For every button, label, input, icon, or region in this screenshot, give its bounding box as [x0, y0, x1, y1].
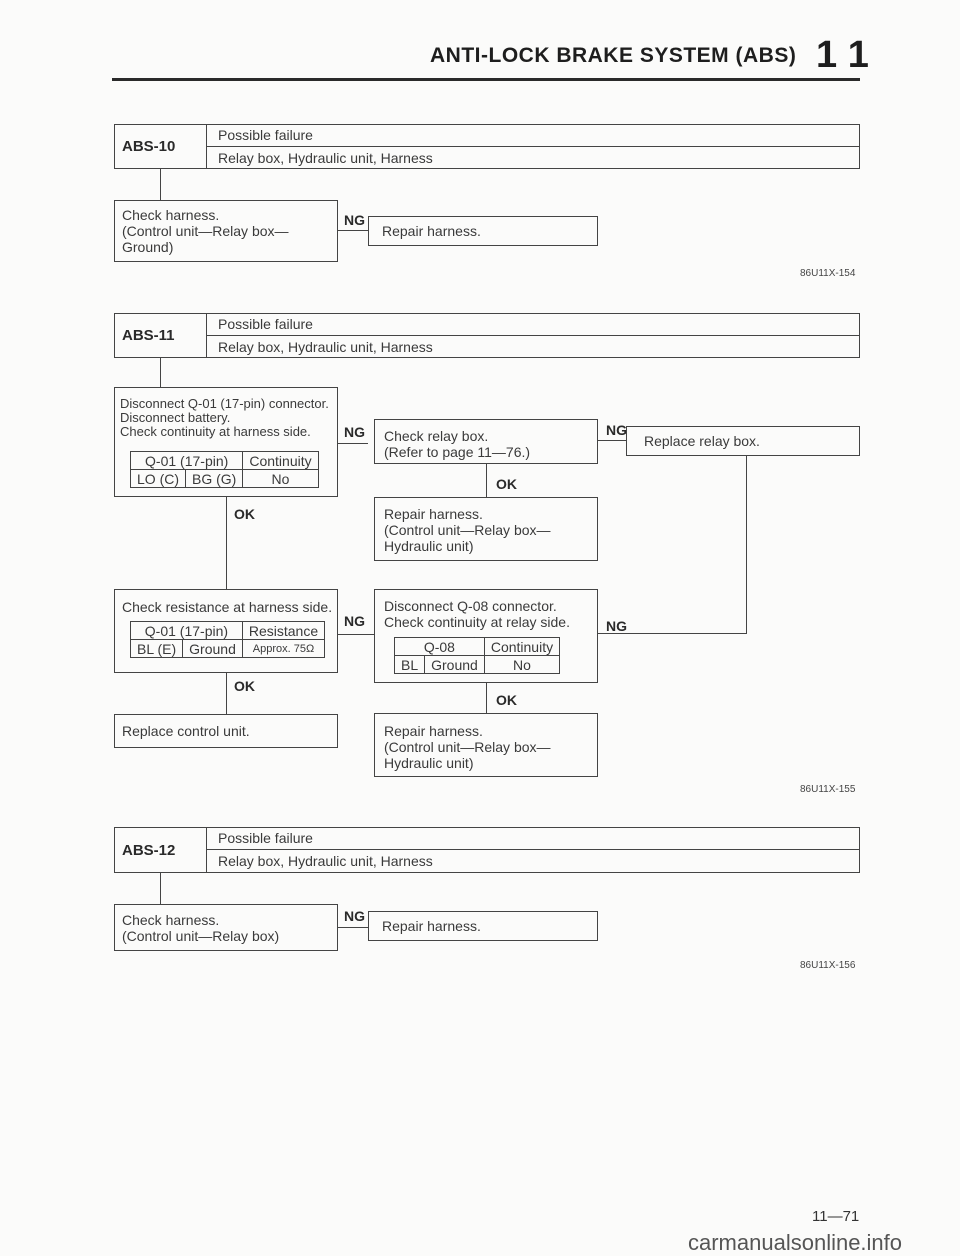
- watermark: carmanualsonline.info: [688, 1230, 903, 1255]
- abs12-code: ABS-12: [122, 842, 176, 859]
- abs11-step1-cell-lo: LO (C): [131, 470, 186, 488]
- abs11-step2-table: [130, 621, 325, 658]
- abs11-ok-relay-flag: OK: [496, 476, 517, 492]
- abs11-q08-th-connector: Q-08: [395, 638, 485, 656]
- abs10-possible-failure-label: Possible failure: [218, 127, 313, 143]
- abs11-step2-th-connector: Q-01 (17-pin): [131, 622, 243, 640]
- abs11-step1-text: Disconnect Q-01 (17-pin) connector. Disconnect battery. Check continuity at harness side.: [120, 396, 329, 439]
- abs11-ok1-flag: OK: [234, 506, 255, 522]
- abs12-repair-text: Repair harness.: [382, 918, 481, 934]
- abs12-figure-ref: 86U11X-156: [800, 960, 856, 971]
- abs12-step1-text: Check harness. (Control unit—Relay box): [122, 912, 280, 944]
- abs11-replace-relay-text: Replace relay box.: [644, 433, 760, 449]
- abs11-ng2-flag: NG: [606, 422, 627, 438]
- abs11-q08-cell-ground: Ground: [425, 656, 485, 674]
- abs11-ok2-flag: OK: [234, 678, 255, 694]
- abs12-possible-failure-label: Possible failure: [218, 830, 313, 846]
- abs11-step2-cell-ground: Ground: [183, 640, 243, 658]
- abs11-step1-th-continuity: Continuity: [243, 452, 318, 470]
- abs11-q08-cell-no: No: [484, 656, 559, 674]
- abs11-replace-control-text: Replace control unit.: [122, 723, 250, 739]
- abs11-step2-cell-resistance: Approx. 75Ω: [242, 640, 324, 658]
- abs11-step2-cell-bl: BL (E): [131, 640, 183, 658]
- abs11-q08-table: [394, 637, 560, 674]
- abs11-q08-cell-bl: BL: [395, 656, 425, 674]
- abs10-step1-text: Check harness. (Control unit—Relay box— Ground): [122, 207, 289, 255]
- abs10-code: ABS-10: [122, 138, 176, 155]
- abs11-possible-failure-label: Possible failure: [218, 316, 313, 332]
- abs11-step1-th-connector: Q-01 (17-pin): [131, 452, 243, 470]
- abs10-possible-failure-value: Relay box, Hydraulic unit, Harness: [218, 150, 433, 166]
- abs11-step2-text: Check resistance at harness side.: [122, 599, 333, 615]
- abs11-figure-ref: 86U11X-155: [800, 784, 856, 795]
- header-rule: [112, 78, 860, 81]
- abs12-possible-failure-value: Relay box, Hydraulic unit, Harness: [218, 853, 433, 869]
- page-title: ANTI-LOCK BRAKE SYSTEM (ABS): [430, 44, 797, 67]
- abs11-ok3-flag: OK: [496, 692, 517, 708]
- abs11-step1-table: [130, 451, 319, 488]
- abs11-step1-cell-no: No: [243, 470, 318, 488]
- abs10-repair-text: Repair harness.: [382, 223, 481, 239]
- abs10-figure-ref: 86U11X-154: [800, 268, 856, 279]
- abs11-ng4-flag: NG: [606, 618, 627, 634]
- abs11-ng1-flag: NG: [344, 424, 365, 440]
- abs11-repair-harness1-text: Repair harness. (Control unit—Relay box— Hydraulic unit): [384, 506, 551, 554]
- abs11-q08-th-continuity: Continuity: [484, 638, 559, 656]
- abs11-q08-text: Disconnect Q-08 connector. Check continuity at relay side.: [384, 598, 570, 630]
- abs11-possible-failure-value: Relay box, Hydraulic unit, Harness: [218, 339, 433, 355]
- abs11-step1-cell-bg: BG (G): [186, 470, 243, 488]
- abs11-ng3-flag: NG: [344, 613, 365, 629]
- abs11-repair-harness2-text: Repair harness. (Control unit—Relay box— Hydraulic unit): [384, 723, 551, 771]
- abs12-ng-flag: NG: [344, 908, 365, 924]
- abs10-ng-flag: NG: [344, 212, 365, 228]
- abs11-code: ABS-11: [122, 327, 175, 344]
- abs11-check-relay-text: Check relay box. (Refer to page 11—76.): [384, 428, 531, 460]
- page-number: 11—71: [812, 1208, 860, 1225]
- section-number: 1 1: [816, 34, 869, 76]
- abs11-step2-th-resistance: Resistance: [242, 622, 324, 640]
